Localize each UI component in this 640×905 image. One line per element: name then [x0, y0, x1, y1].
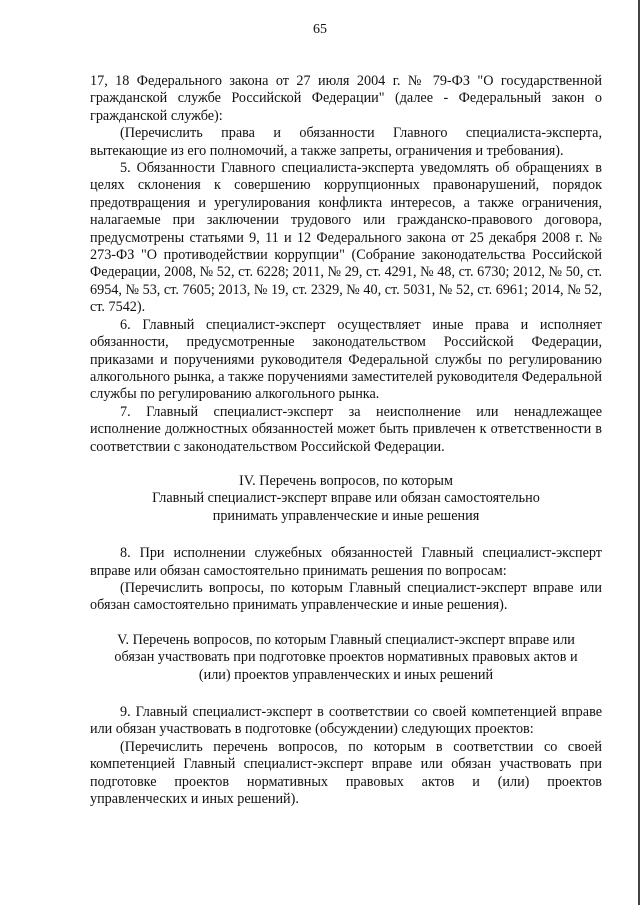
paragraph-note-projects: (Перечислить перечень вопросов, по которым в соответствии со своей компетенцией Главный специалист-эксперт вправе или обязан участвовать при подготовке проектов нормативных правовых актов и (или) проектов управленческих и иных решений). [90, 738, 602, 808]
paragraph-8: 8. При исполнении служебных обязанностей Главный специалист-эксперт вправе или обязан самостоятельно принимать решения по вопросам: [90, 545, 602, 579]
paragraph-7: 7. Главный специалист-эксперт за неисполнение или ненадлежащее исполнение должностных обязанностей может быть привлечен к ответственности в соответствии с законодательством Российской Федерации. [90, 403, 602, 455]
section-heading-4 [90, 473, 602, 525]
section-heading-4-line-3: принимать управленческие и иные решения [212, 507, 480, 524]
section-heading-5-line-2: обязан участвовать при подготовке проектов нормативных правовых актов и [114, 649, 578, 666]
section-heading-4-line-1: IV. Перечень вопросов, по которым [239, 472, 453, 489]
section-heading-5 [90, 632, 602, 684]
paragraph-note-rights: (Перечислить права и обязанности Главного специалиста-эксперта, вытекающие из его полномочий, а также запреты, ограничения и требования). [90, 125, 602, 159]
paragraph-note-decisions: (Перечислить вопросы, по которым Главный специалист-эксперт вправе или обязан самостоятельно принимать управленческие и иные решения). [90, 579, 602, 614]
paragraph-5: 5. Обязанности Главного специалиста-эксперта уведомлять об обращениях в целях склонения к совершению коррупционных правонарушений, порядок предотвращения и урегулирования конфликта интересов, а также ограничения, налагаемые при заключении трудового или гражданско-правового договора, предусмотрены статьями 9, 11 и 12 Федерального закона от 25 декабря 2008 г. № 273-ФЗ "О противодействии коррупции" (Собрание законодательства Российской Федерации, 2008, № 52, ст. 6228; 2011, № 29, ст. 4291, № 48, ст. 6730; 2012, № 50, ст. 6954, № 53, ст. 7605; 2013, № 19, ст. 2329, № 40, ст. 5031, № 52, ст. 6961; 2014, № 52, ст. 7542). [90, 160, 602, 316]
paragraph-article-reference: 17, 18 Федерального закона от 27 июля 2004 г. № 79-ФЗ "О государственной гражданской службе Российской Федерации" (далее - Федеральный закон о гражданской службе): [90, 73, 602, 124]
section-heading-4-line-2: Главный специалист-эксперт вправе или обязан самостоятельно [152, 490, 540, 507]
section-heading-5-line-1: V. Перечень вопросов, по которым Главный специалист-эксперт вправе или [117, 631, 575, 648]
paragraph-9: 9. Главный специалист-эксперт в соответствии со своей компетенцией вправе или обязан участвовать в подготовке (обсуждении) следующих проектов: [90, 704, 602, 738]
paragraph-6: 6. Главный специалист-эксперт осуществляет иные права и исполняет обязанности, предусмотренные законодательством Российской Федерации, приказами и поручениями руководителя Федеральной службы по регулированию алкогольного рынка, а также поручениями заместителей руководителя Федеральной службы по регулированию алкогольного рынка. [90, 316, 602, 403]
section-heading-5-line-3: (или) проектов управленческих и иных решений [198, 666, 494, 683]
page-number: 65 [313, 22, 327, 37]
document-body [90, 73, 602, 808]
